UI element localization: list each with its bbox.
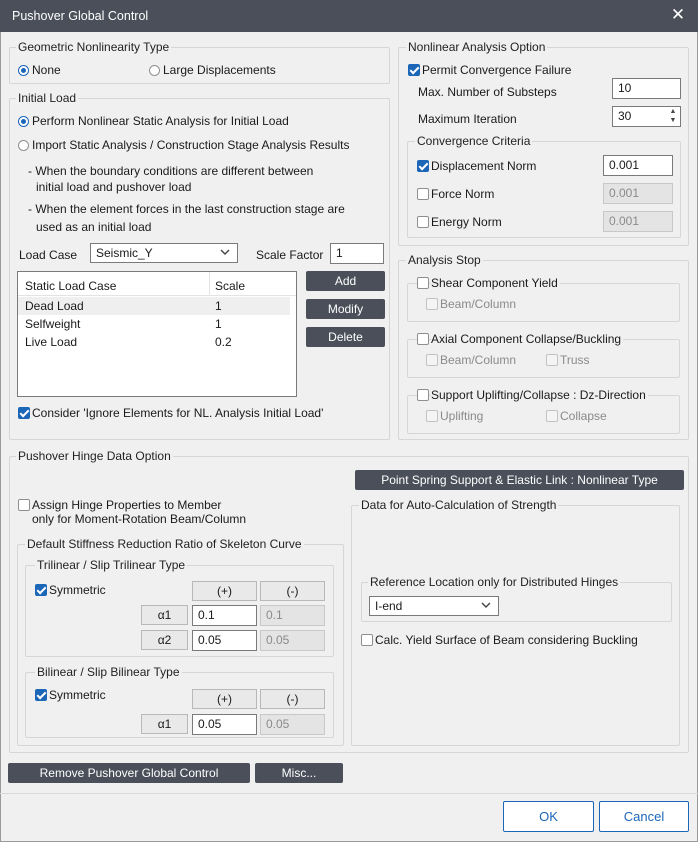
axial-collapse-checkbox[interactable] [417, 333, 429, 345]
force-norm-label[interactable]: Force Norm [431, 187, 495, 201]
bilinear-alpha1-label: α1 [141, 714, 188, 734]
note-forces-2: used as an initial load [36, 220, 152, 234]
bilinear-alpha1-minus-input[interactable]: 0.05 [260, 714, 325, 735]
max-substeps-label: Max. Number of Substeps [418, 85, 557, 98]
static-load-case-table[interactable] [17, 271, 297, 397]
consider-ignore-label[interactable]: Consider 'Ignore Elements for NL. Analysis Initial Load' [32, 406, 324, 420]
trilinear-alpha1-label: α1 [141, 605, 188, 625]
scale-factor-label: Scale Factor [256, 248, 324, 262]
default-stiffness-legend: Default Stiffness Reduction Ratio of Skeleton Curve [27, 537, 302, 551]
delete-button[interactable]: Delete [306, 327, 385, 347]
axial-truss-label[interactable]: Truss [560, 353, 590, 367]
trilinear-alpha2-plus-input[interactable]: 0.05 [192, 630, 257, 651]
displacement-norm-label[interactable]: Displacement Norm [431, 159, 537, 173]
max-iteration-label: Maximum Iteration [418, 112, 517, 125]
shear-yield-checkbox[interactable] [417, 277, 429, 289]
uplifting-checkbox[interactable] [426, 410, 438, 422]
convergence-criteria-legend: Convergence Criteria [417, 134, 531, 148]
energy-norm-checkbox[interactable] [417, 216, 429, 228]
footer-divider [0, 793, 698, 794]
trilinear-alpha2-label: α2 [141, 630, 188, 650]
assign-hinge-label-1[interactable]: Assign Hinge Properties to Member [32, 498, 222, 512]
geometric-legend: Geometric Nonlinearity Type [18, 40, 170, 54]
bilinear-minus-header: (-) [260, 689, 325, 709]
col-scale: Scale [215, 279, 246, 293]
table-header [18, 272, 296, 296]
consider-ignore-checkbox[interactable] [18, 407, 30, 419]
window-title: Pushover Global Control [12, 9, 149, 23]
load-case-select[interactable] [90, 243, 238, 263]
row-load-case: Live Load [25, 335, 78, 349]
misc-button[interactable]: Misc... [255, 763, 343, 783]
import-static-label[interactable]: Import Static Analysis / Construction Stage Analysis Results [32, 138, 350, 152]
load-case-value: Seismic_Y [96, 246, 153, 260]
support-uplifting-label[interactable]: Support Uplifting/Collapse : Dz-Direction [431, 388, 646, 402]
point-spring-button[interactable]: Point Spring Support & Elastic Link : Nonlinear Type [355, 470, 684, 490]
perform-nonlinear-label[interactable]: Perform Nonlinear Static Analysis for Initial Load [32, 114, 289, 128]
table-row[interactable] [18, 297, 290, 315]
perform-nonlinear-radio[interactable] [18, 116, 29, 127]
chevron-down-icon [218, 245, 232, 264]
calc-yield-checkbox[interactable] [361, 634, 373, 646]
initial-load-legend: Initial Load [18, 91, 77, 105]
trilinear-minus-header: (-) [260, 581, 325, 601]
bilinear-symmetric-checkbox[interactable] [35, 689, 47, 701]
axial-beam-column-checkbox[interactable] [426, 354, 438, 366]
max-iteration-input[interactable] [612, 106, 681, 127]
calc-yield-label[interactable]: Calc. Yield Surface of Beam considering Buckling [375, 633, 638, 647]
modify-button[interactable]: Modify [306, 299, 385, 319]
ref-location-value: I-end [375, 599, 403, 613]
cancel-button[interactable]: Cancel [599, 801, 689, 832]
max-iteration-value: 30 [618, 109, 632, 123]
auto-calc-group [351, 505, 680, 746]
note-boundary-2: initial load and pushover load [36, 180, 192, 194]
row-scale: 0.2 [215, 335, 232, 349]
uplifting-label[interactable]: Uplifting [440, 409, 484, 423]
shear-yield-label[interactable]: Shear Component Yield [431, 276, 558, 290]
auto-calc-legend: Data for Auto-Calculation of Strength [361, 498, 557, 512]
table-row[interactable] [18, 333, 290, 351]
force-norm-input[interactable]: 0.001 [603, 183, 673, 204]
shear-beam-column-label[interactable]: Beam/Column [440, 297, 517, 311]
ok-button[interactable]: OK [503, 801, 594, 832]
col-divider [209, 272, 210, 296]
row-load-case: Dead Load [25, 299, 84, 313]
displacement-norm-checkbox[interactable] [417, 160, 429, 172]
analysis-stop-legend: Analysis Stop [408, 253, 481, 267]
ref-location-select[interactable] [369, 596, 499, 616]
shear-beam-column-checkbox[interactable] [426, 298, 438, 310]
axial-truss-checkbox[interactable] [546, 354, 558, 366]
row-scale: 1 [215, 317, 222, 331]
assign-hinge-checkbox[interactable] [18, 499, 30, 511]
bilinear-alpha1-plus-input[interactable]: 0.05 [192, 714, 257, 735]
hinge-option-legend: Pushover Hinge Data Option [18, 449, 171, 463]
row-scale: 1 [215, 299, 222, 313]
ref-location-legend: Reference Location only for Distributed Hinges [370, 575, 619, 589]
note-boundary-1: - When the boundary conditions are different between [28, 164, 314, 178]
geometric-large-label[interactable]: Large Displacements [163, 63, 276, 77]
bilinear-legend: Bilinear / Slip Bilinear Type [37, 665, 180, 679]
support-uplifting-checkbox[interactable] [417, 389, 429, 401]
geometric-none-radio[interactable] [18, 65, 29, 76]
assign-hinge-label-2: only for Moment-Rotation Beam/Column [32, 512, 247, 526]
title-bar [0, 0, 698, 32]
spin-arrows-icon[interactable]: ▲ ▼ [669, 108, 677, 124]
col-static-load-case: Static Load Case [25, 279, 117, 293]
permit-convergence-label[interactable]: Permit Convergence Failure [422, 63, 572, 77]
energy-norm-input[interactable]: 0.001 [603, 211, 673, 232]
scale-factor-input[interactable]: 1 [330, 243, 384, 264]
load-case-label: Load Case [19, 248, 78, 262]
energy-norm-label[interactable]: Energy Norm [431, 215, 502, 229]
geometric-large-radio[interactable] [149, 65, 160, 76]
axial-collapse-label[interactable]: Axial Component Collapse/Buckling [431, 332, 622, 346]
table-row[interactable] [18, 315, 290, 333]
axial-beam-column-label[interactable]: Beam/Column [440, 353, 517, 367]
trilinear-symmetric-checkbox[interactable] [35, 584, 47, 596]
trilinear-alpha2-minus-input[interactable]: 0.05 [260, 630, 325, 651]
import-static-radio[interactable] [18, 140, 29, 151]
trilinear-alpha1-minus-input[interactable]: 0.1 [260, 605, 325, 626]
row-load-case: Selfweight [25, 317, 81, 331]
geometric-none-label[interactable]: None [32, 63, 61, 77]
chevron-down-icon [479, 598, 493, 617]
max-substeps-input[interactable]: 10 [612, 78, 681, 99]
remove-pushover-button[interactable]: Remove Pushover Global Control [8, 763, 250, 783]
trilinear-legend: Trilinear / Slip Trilinear Type [37, 558, 186, 572]
close-icon[interactable]: ✕ [670, 5, 686, 24]
bilinear-plus-header: (+) [192, 689, 257, 709]
trilinear-symmetric-label[interactable]: Symmetric [49, 583, 106, 597]
trilinear-alpha1-plus-input[interactable]: 0.1 [192, 605, 257, 626]
bilinear-symmetric-label[interactable]: Symmetric [49, 688, 106, 702]
add-button[interactable]: Add [306, 271, 385, 291]
collapse-checkbox[interactable] [546, 410, 558, 422]
collapse-label[interactable]: Collapse [560, 409, 607, 423]
permit-convergence-checkbox[interactable] [408, 64, 420, 76]
nonlinear-option-legend: Nonlinear Analysis Option [408, 40, 546, 54]
trilinear-plus-header: (+) [192, 581, 257, 601]
note-forces-1: - When the element forces in the last construction stage are [28, 202, 345, 216]
displacement-norm-input[interactable]: 0.001 [603, 155, 673, 176]
force-norm-checkbox[interactable] [417, 188, 429, 200]
